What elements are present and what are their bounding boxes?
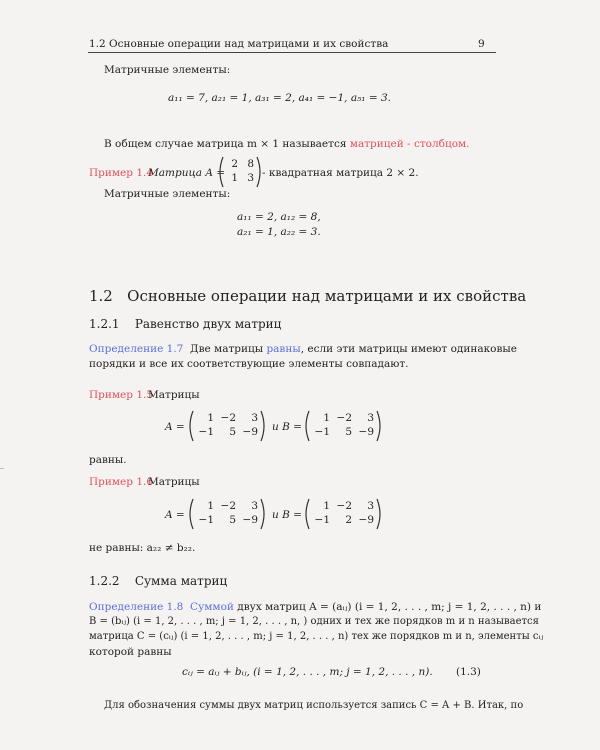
- column-definition: [104, 137, 470, 151]
- section-heading: [89, 287, 526, 305]
- matrix-cell: 5: [345, 426, 352, 438]
- matrix-cell: 3: [251, 500, 258, 512]
- example-1-5-label: Пример 1.5: [89, 389, 154, 401]
- definition-1-7-line2: порядки и все их соответствующие элементы совпадают.: [89, 358, 409, 370]
- formula-1-3: cᵢⱼ = aᵢⱼ + bᵢⱼ, (i = 1, 2, . . . , m; j = 1, 2, . . . , n).: [182, 666, 433, 678]
- example-1-4-label: Пример 1.4: [89, 167, 154, 179]
- definition-1-8-text-a: двух матриц A = (aᵢⱼ) (i = 1, 2, . . . , m; j = 1, 2, . . . , n) и: [233, 601, 542, 613]
- right-paren: [261, 499, 264, 529]
- definition-1-7-text-b: , если эти матрицы имеют одинаковые: [300, 343, 517, 355]
- matrix-cell: 3: [251, 412, 258, 424]
- matrix-cell: 1: [207, 412, 214, 424]
- definition-1-7: [89, 342, 517, 356]
- margin-mark: [0, 468, 4, 469]
- example-1-5-text: Матрицы: [148, 389, 200, 401]
- right-paren: [377, 411, 380, 441]
- right-paren: [257, 157, 260, 187]
- example-1-4-post: - квадратная матрица 2 × 2.: [262, 167, 419, 179]
- definition-1-8-line4: которой равны: [89, 646, 172, 658]
- definition-1-7-label: Определение 1.7: [89, 343, 184, 355]
- matrix-cell: 5: [229, 514, 236, 526]
- matrix-cell: −2: [220, 412, 236, 424]
- matrix-cell: −1: [198, 426, 214, 438]
- left-paren: [220, 157, 223, 187]
- example-1-5-after: равны.: [89, 454, 127, 466]
- matrix-cell: −9: [358, 426, 374, 438]
- example-1-4-text: Матрица A =: [148, 167, 226, 179]
- subsection-1-2-1-heading: [89, 317, 281, 331]
- subsection-1-2-2-number: 1.2.2: [89, 574, 120, 588]
- matrix-cell: 3: [367, 500, 374, 512]
- matrix-cell: 1: [323, 500, 330, 512]
- subsection-1-2-2-title: Сумма матриц: [134, 574, 228, 588]
- section-number: 1.2: [89, 287, 113, 305]
- page-number: 9: [478, 38, 485, 50]
- example-1-4-eq1: a₁₁ = 2, a₁₂ = 8,: [237, 211, 321, 223]
- running-header: 1.2 Основные операции над матрицами и их свойства: [89, 38, 389, 50]
- example-1-6-a-label: A =: [165, 509, 185, 521]
- matrix-cell: 1: [207, 500, 214, 512]
- column-definition-text: В общем случае матрица m × 1 называется: [104, 138, 350, 150]
- matrix-cell: −2: [220, 500, 236, 512]
- definition-1-8-line1: [89, 600, 541, 614]
- matrix-example-1-4: [216, 156, 264, 188]
- left-paren: [306, 499, 309, 529]
- example-1-4-eq2: a₂₁ = 1, a₂₂ = 3.: [237, 226, 321, 238]
- matrix-cell: 1: [323, 412, 330, 424]
- matrix-cell: −1: [198, 514, 214, 526]
- matrix-cell: −9: [242, 426, 258, 438]
- example-1-6-after: не равны: a₂₂ ≠ b₂₂.: [89, 542, 196, 554]
- matrix-cell: 1: [231, 172, 238, 184]
- elements-row: a₁₁ = 7, a₂₁ = 1, a₃₁ = 2, a₄₁ = −1, a₅₁ = 3.: [168, 92, 391, 104]
- matrix-cell: −2: [336, 412, 352, 424]
- definition-1-8-label: Определение 1.8: [89, 601, 184, 613]
- right-paren: [261, 411, 264, 441]
- elements-label: Матричные элементы:: [104, 64, 231, 76]
- matrix-cell: −1: [314, 514, 330, 526]
- matrix-cell: 8: [247, 158, 254, 170]
- definition-1-8-line2: B = (bᵢⱼ) (i = 1, 2, . . . , m; j = 1, 2, . . . , n, ) одних и тех же порядков m и n называется: [89, 616, 539, 627]
- example-1-6-label: Пример 1.6: [89, 476, 154, 488]
- section-title: Основные операции над матрицами и их свойства: [127, 287, 527, 305]
- matrix-cell: −2: [336, 500, 352, 512]
- matrix-cell: −9: [242, 514, 258, 526]
- example-1-6-text: Матрицы: [148, 476, 200, 488]
- left-paren: [306, 411, 309, 441]
- example-1-4-elements-label: Матричные элементы:: [104, 188, 231, 200]
- column-definition-term: матрицей - столбцом.: [349, 138, 470, 150]
- definition-1-7-text-a: Две матрицы: [190, 343, 267, 355]
- matrix-cell: 3: [367, 412, 374, 424]
- subsection-1-2-1-number: 1.2.1: [89, 317, 120, 331]
- header-rule: [88, 52, 496, 53]
- matrix-cell: −1: [314, 426, 330, 438]
- right-paren: [377, 499, 380, 529]
- matrix-cell: −9: [358, 514, 374, 526]
- matrix-example-1-5-a: [186, 410, 268, 442]
- example-1-5-b-label: и B =: [272, 421, 302, 433]
- matrix-cell: 5: [229, 426, 236, 438]
- matrix-cell: 2: [231, 158, 238, 170]
- subsection-1-2-2-heading: [89, 574, 227, 588]
- bottom-paragraph: Для обозначения суммы двух матриц используется запись C = A + B. Итак, по: [104, 700, 524, 711]
- left-paren: [190, 411, 193, 441]
- left-paren: [190, 499, 193, 529]
- example-1-6-b-label: и B =: [272, 509, 302, 521]
- definition-1-8-term: Суммой: [190, 601, 234, 613]
- definition-1-7-term: равны: [266, 343, 301, 355]
- matrix-cell: 2: [345, 514, 352, 526]
- subsection-1-2-1-title: Равенство двух матриц: [134, 317, 282, 331]
- matrix-example-1-6-a: [186, 498, 268, 530]
- formula-number: (1.3): [456, 666, 481, 678]
- example-1-5-a-label: A =: [165, 421, 185, 433]
- matrix-cell: 3: [247, 172, 254, 184]
- matrix-example-1-6-b: [302, 498, 384, 530]
- definition-1-8-line3: матрица C = (cᵢⱼ) (i = 1, 2, . . . , m; j = 1, 2, . . . , n) тех же порядков m и n, элементы cᵢⱼ: [89, 631, 544, 642]
- matrix-example-1-5-b: [302, 410, 384, 442]
